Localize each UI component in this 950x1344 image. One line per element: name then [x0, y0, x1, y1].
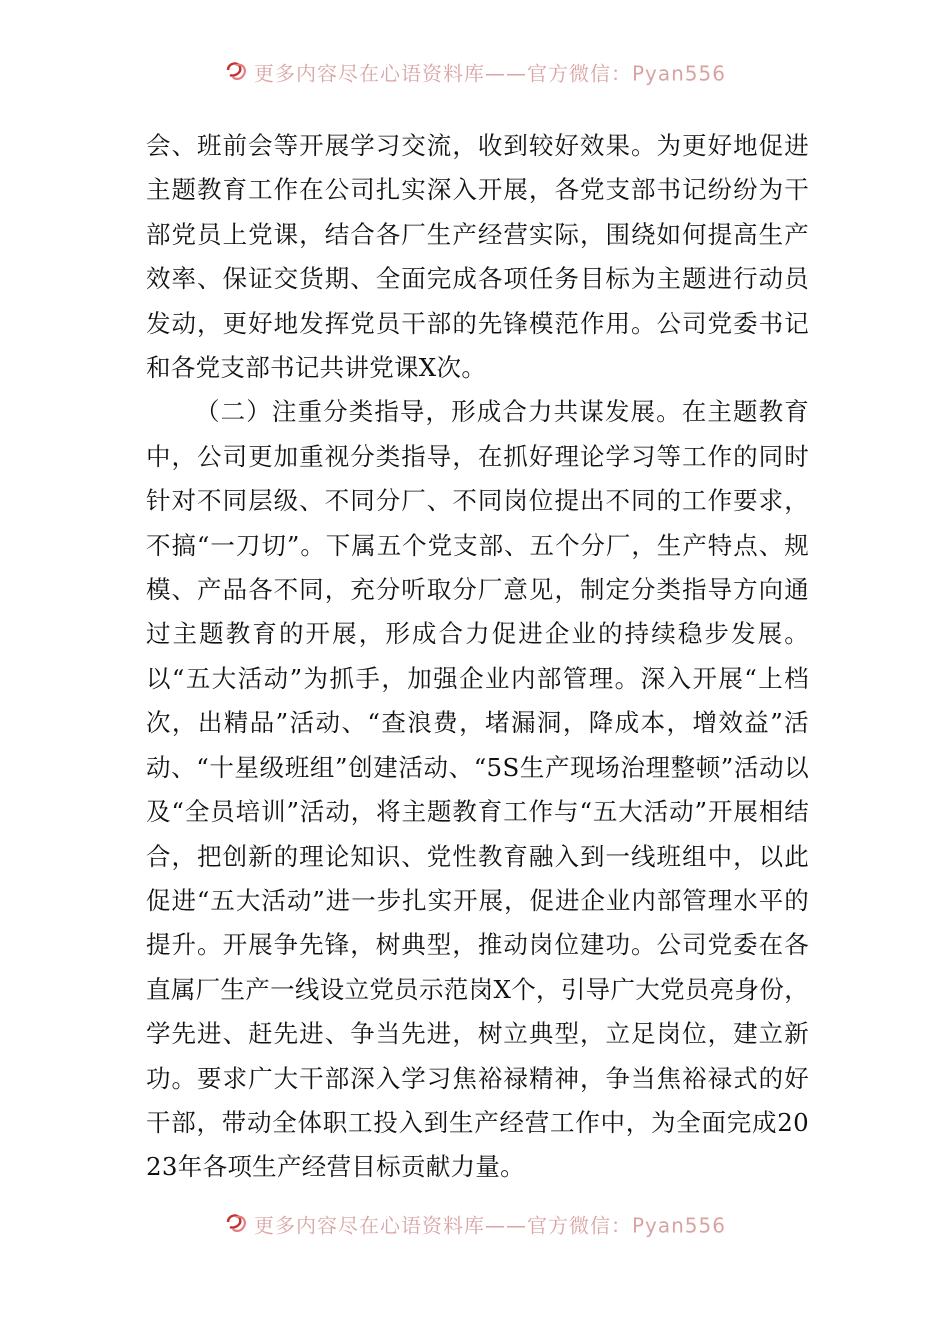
logo-icon — [224, 59, 250, 89]
logo-icon — [224, 1211, 250, 1241]
paragraph: 会、班前会等开展学习交流，收到较好效果。为更好地促进主题教育工作在公司扎实深入开展，各党支部书记纷纷为干部党员上党课，结合各厂生产经营实际，围绕如何提高生产效率、保证交货期、全面完成各项任务目标为主题进行动员发动，更好地发挥党员干部的先锋模范作用。公司党委书记和各党支部书记共讲党课X次。 — [146, 131, 809, 383]
watermark-text: 更多内容尽在心语资料库——官方微信：Pyan556 — [253, 1213, 726, 1238]
footer-watermark — [0, 1209, 950, 1239]
watermark-text: 更多内容尽在心语资料库——官方微信：Pyan556 — [253, 61, 726, 86]
header-watermark — [0, 57, 950, 87]
paragraph: （二）注重分类指导，形成合力共谋发展。在主题教育中，公司更加重视分类指导，在抓好理论学习等工作的同时针对不同层级、不同分厂、不同岗位提出不同的工作要求，不搞“一刀切”。下属五个党支部、五个分厂，生产特点、规模、产品各不同，充分听取分厂意见，制定分类指导方向通过主题教育的开展，形成合力促进企业的持续稳步发展。以“五大活动”为抓手，加强企业内部管理。深入开展“上档次，出精品”活动、“查浪费，堵漏洞，降成本，增效益”活动、“十星级班组”创建活动、“5S生产现场治理整顿”活动以及“全员培训”活动，将主题教育工作与“五大活动”开展相结合，把创新的理论知识、党性教育融入到一线班组中，以此促进“五大活动”进一步扎实开展，促进企业内部管理水平的提升。开展争先锋，树典型，推动岗位建功。公司党委在各直属厂生产一线设立党员示范岗X个，引导广大党员亮身份，学先进、赶先进、争当先进，树立典型，立足岗位，建立新功。要求广大干部深入学习焦裕禄精神，争当焦裕禄式的好干部，带动全体职工投入到生产经营工作中，为全面完成2023年各项生产经营目标贡献力量。 — [146, 397, 809, 1182]
document-body — [146, 124, 809, 1190]
